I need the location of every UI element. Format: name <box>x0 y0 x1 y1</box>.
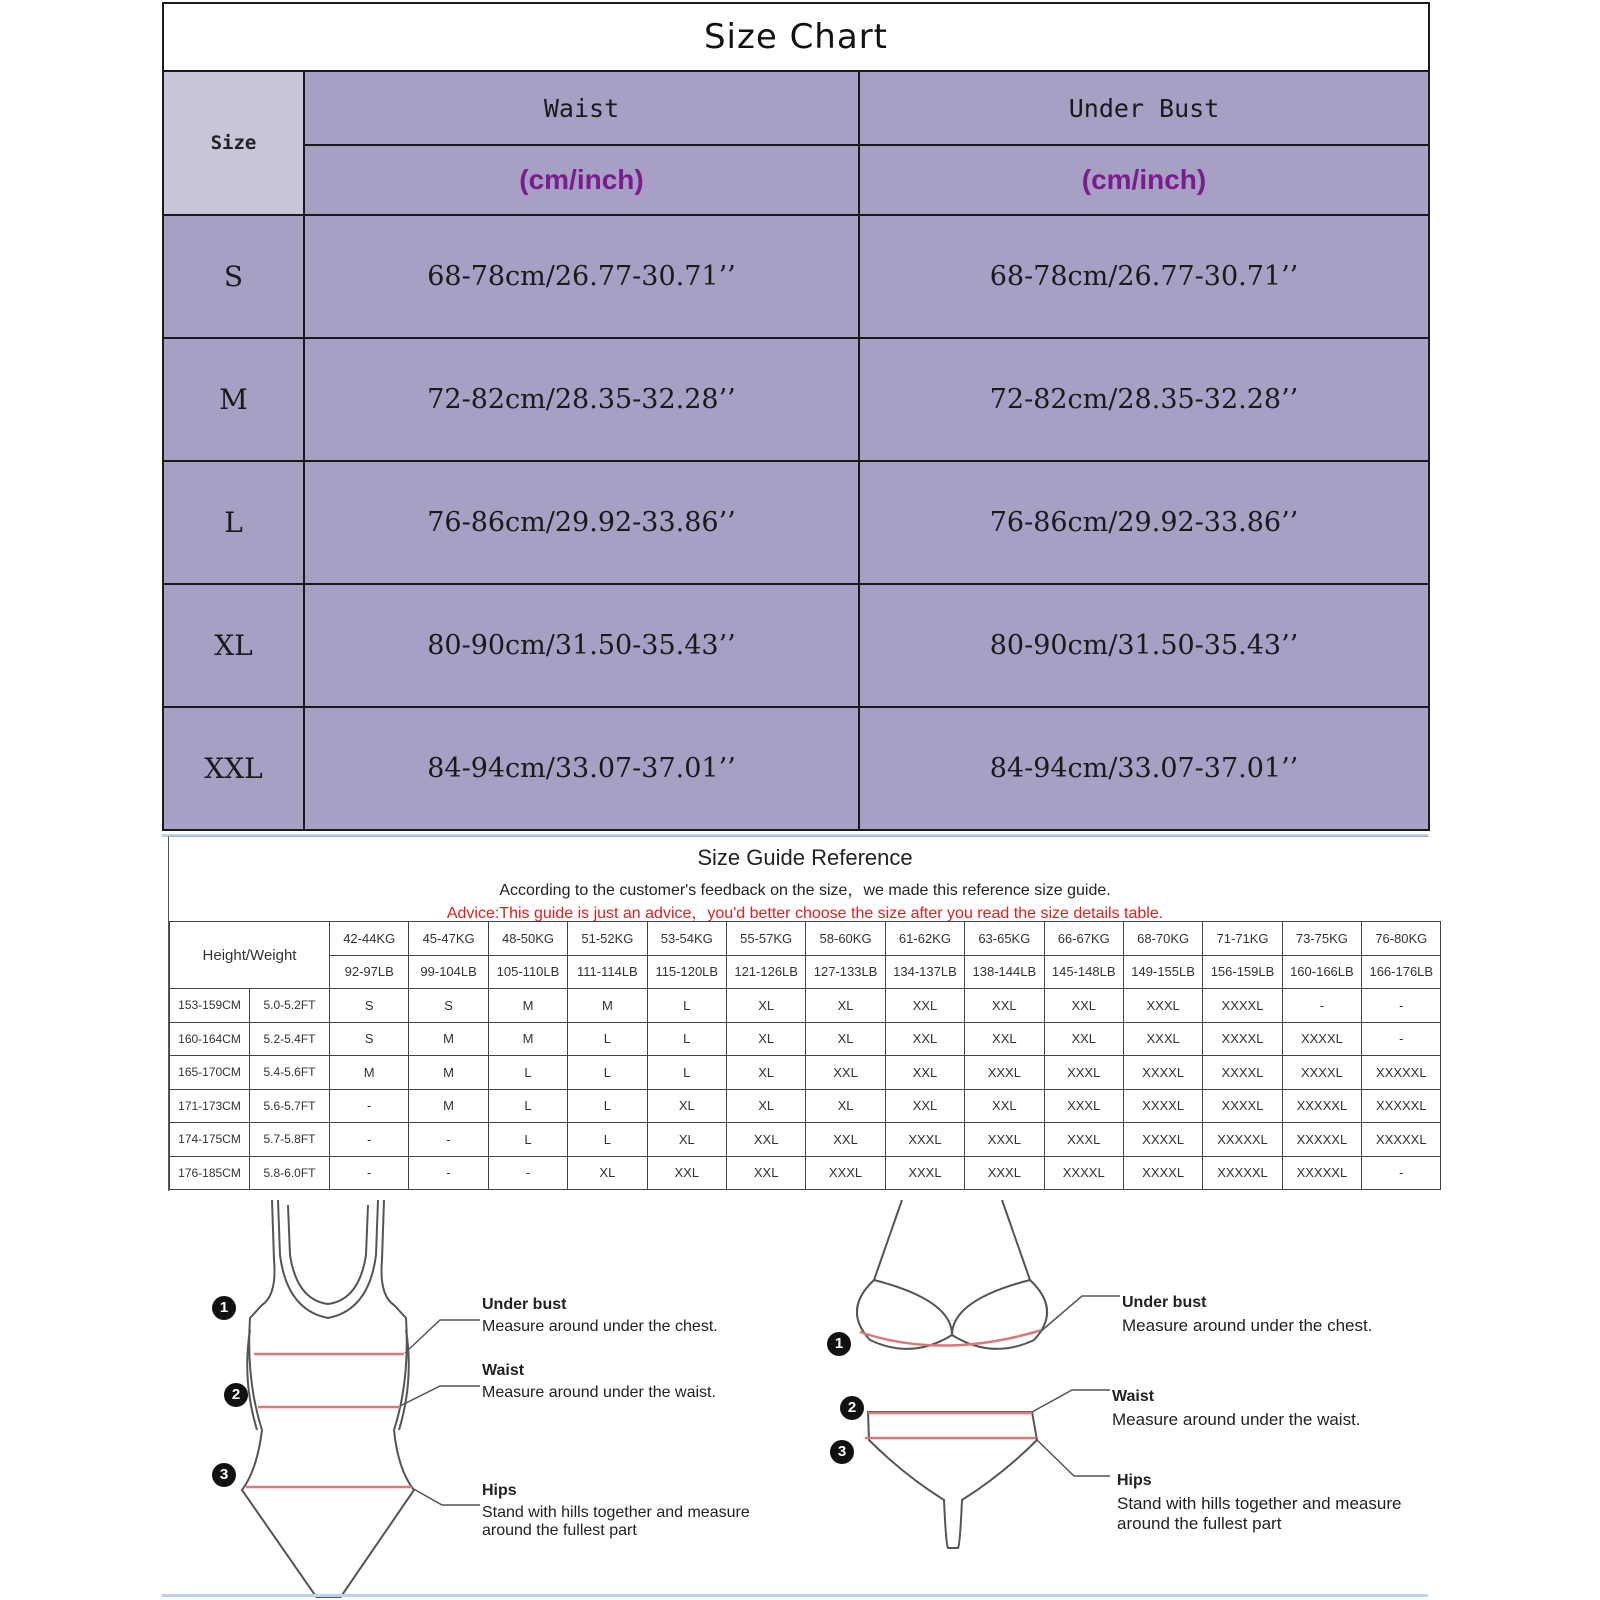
size-cell: L <box>488 1089 567 1123</box>
size-cell: XXL <box>885 989 964 1023</box>
weight-lb-header: 166-176LB <box>1362 955 1441 989</box>
waist-header: Waist <box>304 71 859 145</box>
size-cell: XXXL <box>1044 1123 1123 1157</box>
size-cell: XXXL <box>965 1123 1044 1157</box>
size-cell: XL <box>568 1156 647 1190</box>
size-cell: - <box>330 1089 409 1123</box>
size-chart-row <box>163 338 1429 461</box>
size-cell: XXXXL <box>1123 1056 1202 1090</box>
size-cell: XXXL <box>806 1156 885 1190</box>
onepiece-under-bust-label <box>482 1296 718 1336</box>
size-cell: XL <box>726 1056 805 1090</box>
bikini-hips-title: Hips <box>1117 1472 1152 1489</box>
size-cell: S <box>163 215 304 338</box>
size-cell: XL <box>806 1089 885 1123</box>
onepiece-swimsuit-drawing <box>242 1200 414 1598</box>
size-cell: XL <box>647 1089 726 1123</box>
size-cell: XXXXXL <box>1203 1123 1282 1157</box>
height-cm-cell: 160-164CM <box>170 1022 250 1056</box>
size-cell: L <box>647 989 726 1023</box>
size-cell: XXXXXL <box>1282 1156 1361 1190</box>
onepiece-waist-label <box>482 1362 716 1402</box>
size-cell: XXXXL <box>1203 1056 1282 1090</box>
size-chart-table <box>162 2 1430 831</box>
size-chart-row <box>163 215 1429 338</box>
waist-cell: 80-90cm/31.50-35.43’’ <box>304 584 859 707</box>
weight-lb-header: 127-133LB <box>806 955 885 989</box>
weight-lb-header: 134-137LB <box>885 955 964 989</box>
bikini-hips-label <box>1117 1472 1401 1534</box>
size-cell: XXXXXL <box>1282 1123 1361 1157</box>
size-cell: XXXXL <box>1203 1022 1282 1056</box>
size-cell: - <box>1362 989 1441 1023</box>
size-cell: XXXL <box>1123 1022 1202 1056</box>
size-cell: XXL <box>726 1123 805 1157</box>
size-cell: L <box>568 1089 647 1123</box>
waist-cell: 76-86cm/29.92-33.86’’ <box>304 461 859 584</box>
weight-lb-header: 115-120LB <box>647 955 726 989</box>
height-ft-cell: 5.4-5.6FT <box>250 1056 330 1090</box>
height-weight-header: Height/Weight <box>170 922 330 989</box>
size-cell: XXL <box>163 707 304 830</box>
size-guide-lb-row <box>170 955 1441 989</box>
weight-kg-header: 76-80KG <box>1362 922 1441 956</box>
size-cell: XXXL <box>1044 1089 1123 1123</box>
size-cell: M <box>488 989 567 1023</box>
size-cell: XXXL <box>965 1056 1044 1090</box>
bikini-waist-desc: Measure around under the waist. <box>1112 1410 1361 1429</box>
size-cell: M <box>568 989 647 1023</box>
size-cell: XXXXXL <box>1362 1056 1441 1090</box>
size-cell: XXL <box>806 1056 885 1090</box>
waist-cell: 68-78cm/26.77-30.71’’ <box>304 215 859 338</box>
bikini-under-bust-title: Under bust <box>1122 1294 1207 1311</box>
weight-kg-header: 68-70KG <box>1123 922 1202 956</box>
divider <box>162 1594 1428 1597</box>
size-cell: XXL <box>885 1022 964 1056</box>
size-cell: XXL <box>1044 989 1123 1023</box>
weight-lb-header: 99-104LB <box>409 955 488 989</box>
size-cell: XXXXL <box>1123 1156 1202 1190</box>
size-cell: XXL <box>965 1022 1044 1056</box>
weight-kg-header: 61-62KG <box>885 922 964 956</box>
bikini-waist-title: Waist <box>1112 1388 1155 1405</box>
badge-2: 2 <box>224 1383 248 1407</box>
size-cell: XXL <box>647 1156 726 1190</box>
weight-kg-header: 51-52KG <box>568 922 647 956</box>
size-chart-row <box>163 584 1429 707</box>
height-cm-cell: 176-185CM <box>170 1156 250 1190</box>
size-cell: XL <box>726 1022 805 1056</box>
bust-cell: 72-82cm/28.35-32.28’’ <box>859 338 1429 461</box>
size-cell: XL <box>163 584 304 707</box>
size-cell: XL <box>726 1089 805 1123</box>
size-cell: XXXL <box>1123 989 1202 1023</box>
size-cell: XXXXL <box>1203 1089 1282 1123</box>
size-cell: XXL <box>885 1056 964 1090</box>
size-cell: - <box>1362 1022 1441 1056</box>
size-cell: XL <box>647 1123 726 1157</box>
onepiece-hips-desc-2: around the fullest part <box>482 1522 637 1539</box>
size-guide-row <box>170 1156 1441 1190</box>
size-chart <box>162 2 1428 831</box>
size-cell: XXL <box>1044 1022 1123 1056</box>
size-cell: XXXXXL <box>1362 1089 1441 1123</box>
bikini-under-bust-desc: Measure around under the chest. <box>1122 1316 1373 1335</box>
size-chart-row <box>163 707 1429 830</box>
bikini-hips-desc-2: around the fullest part <box>1117 1514 1282 1533</box>
size-cell: M <box>409 1056 488 1090</box>
size-cell: - <box>1282 989 1361 1023</box>
bikini-under-bust-label <box>1122 1294 1372 1336</box>
size-cell: XXXXXL <box>1362 1123 1441 1157</box>
badge-2: 2 <box>840 1396 864 1420</box>
size-guide-title: Size Guide Reference <box>697 845 913 870</box>
size-cell: XXL <box>885 1089 964 1123</box>
bikini-drawing <box>857 1200 1047 1548</box>
onepiece-waist-title: Waist <box>482 1362 525 1379</box>
height-cm-cell: 174-175CM <box>170 1123 250 1157</box>
bust-cell: 68-78cm/26.77-30.71’’ <box>859 215 1429 338</box>
weight-kg-header: 55-57KG <box>726 922 805 956</box>
height-ft-cell: 5.2-5.4FT <box>250 1022 330 1056</box>
weight-kg-header: 73-75KG <box>1282 922 1361 956</box>
measurement-diagrams <box>162 1200 1428 1598</box>
onepiece-leader-lines <box>400 1320 480 1505</box>
size-cell: - <box>409 1156 488 1190</box>
size-guide-table <box>169 921 1441 1190</box>
weight-lb-header: 156-159LB <box>1203 955 1282 989</box>
size-cell: XXXXXL <box>1282 1089 1361 1123</box>
size-guide-row <box>170 1056 1441 1090</box>
size-cell: XXXXL <box>1123 1089 1202 1123</box>
size-guide-row <box>170 1123 1441 1157</box>
size-cell: L <box>488 1056 567 1090</box>
bust-cell: 84-94cm/33.07-37.01’’ <box>859 707 1429 830</box>
onepiece-waist-desc: Measure around under the waist. <box>482 1384 716 1401</box>
weight-lb-header: 149-155LB <box>1123 955 1202 989</box>
height-ft-cell: 5.7-5.8FT <box>250 1123 330 1157</box>
size-cell: - <box>409 1123 488 1157</box>
size-cell: XXXL <box>965 1156 1044 1190</box>
onepiece-measure-lines <box>246 1354 412 1487</box>
size-cell: XXXXL <box>1044 1156 1123 1190</box>
size-cell: XXL <box>965 989 1044 1023</box>
size-cell: XXXL <box>1044 1056 1123 1090</box>
size-cell: XL <box>806 1022 885 1056</box>
size-cell: S <box>330 989 409 1023</box>
height-cm-cell: 171-173CM <box>170 1089 250 1123</box>
size-cell: XXXXL <box>1203 989 1282 1023</box>
weight-lb-header: 121-126LB <box>726 955 805 989</box>
size-guide-subtitle: According to the customer's feedback on the size，we made this reference size guide. <box>499 882 1111 899</box>
size-guide-row <box>170 1022 1441 1056</box>
size-cell: XXXXL <box>1123 1123 1202 1157</box>
size-cell: XXXXL <box>1282 1056 1361 1090</box>
size-cell: M <box>409 1022 488 1056</box>
size-cell: - <box>1362 1156 1441 1190</box>
weight-kg-header: 53-54KG <box>647 922 726 956</box>
size-cell: S <box>409 989 488 1023</box>
weight-lb-header: 105-110LB <box>488 955 567 989</box>
weight-lb-header: 92-97LB <box>330 955 409 989</box>
badge-1: 1 <box>212 1296 236 1320</box>
size-cell: XL <box>806 989 885 1023</box>
height-ft-cell: 5.6-5.7FT <box>250 1089 330 1123</box>
size-chart-row <box>163 461 1429 584</box>
size-cell: - <box>488 1156 567 1190</box>
size-cell: XXXL <box>885 1156 964 1190</box>
size-cell: M <box>409 1089 488 1123</box>
size-cell: L <box>568 1022 647 1056</box>
onepiece-hips-label <box>482 1482 750 1540</box>
bikini-hips-desc-1: Stand with hills together and measure <box>1117 1494 1402 1513</box>
size-cell: XXXXL <box>1282 1022 1361 1056</box>
size-guide-advice: Advice:This guide is just an advice，you'd better choose the size after you read the size details table. <box>446 905 1164 922</box>
weight-kg-header: 66-67KG <box>1044 922 1123 956</box>
size-chart-body <box>163 215 1429 830</box>
size-cell: XXL <box>806 1123 885 1157</box>
size-cell: XXL <box>726 1156 805 1190</box>
size-chart-title: Size Chart <box>163 3 1429 71</box>
size-cell: XXXL <box>885 1123 964 1157</box>
size-cell: - <box>330 1123 409 1157</box>
badge-1: 1 <box>827 1332 851 1356</box>
size-cell: L <box>647 1022 726 1056</box>
weight-lb-header: 160-166LB <box>1282 955 1361 989</box>
size-cell: XXL <box>965 1089 1044 1123</box>
size-header: Size <box>163 71 304 215</box>
bust-unit: (cm/inch) <box>859 145 1429 215</box>
onepiece-hips-title: Hips <box>482 1482 517 1499</box>
height-ft-cell: 5.8-6.0FT <box>250 1156 330 1190</box>
height-cm-cell: 153-159CM <box>170 989 250 1023</box>
under-bust-header: Under Bust <box>859 71 1429 145</box>
height-ft-cell: 5.0-5.2FT <box>250 989 330 1023</box>
size-cell: L <box>568 1056 647 1090</box>
size-cell: XXXXXL <box>1203 1156 1282 1190</box>
size-cell: L <box>488 1123 567 1157</box>
weight-kg-header: 71-71KG <box>1203 922 1282 956</box>
waist-cell: 72-82cm/28.35-32.28’’ <box>304 338 859 461</box>
onepiece-hips-desc-1: Stand with hills together and measure <box>482 1504 750 1521</box>
weight-kg-header: 42-44KG <box>330 922 409 956</box>
waist-cell: 84-94cm/33.07-37.01’’ <box>304 707 859 830</box>
size-cell: S <box>330 1022 409 1056</box>
size-cell: M <box>330 1056 409 1090</box>
badge-3: 3 <box>830 1440 854 1464</box>
weight-kg-header: 45-47KG <box>409 922 488 956</box>
bust-cell: 76-86cm/29.92-33.86’’ <box>859 461 1429 584</box>
badge-3: 3 <box>212 1463 236 1487</box>
size-guide-row <box>170 1089 1441 1123</box>
weight-lb-header: 145-148LB <box>1044 955 1123 989</box>
size-cell: L <box>568 1123 647 1157</box>
size-guide-row <box>170 989 1441 1023</box>
waist-unit: (cm/inch) <box>304 145 859 215</box>
onepiece-under-bust-desc: Measure around under the chest. <box>482 1318 718 1335</box>
weight-kg-header: 48-50KG <box>488 922 567 956</box>
size-guide <box>168 836 1434 1191</box>
size-guide-kg-row <box>170 922 1441 956</box>
size-cell: M <box>488 1022 567 1056</box>
height-cm-cell: 165-170CM <box>170 1056 250 1090</box>
size-cell: M <box>163 338 304 461</box>
size-cell: L <box>647 1056 726 1090</box>
bust-cell: 80-90cm/31.50-35.43’’ <box>859 584 1429 707</box>
weight-kg-header: 58-60KG <box>806 922 885 956</box>
weight-kg-header: 63-65KG <box>965 922 1044 956</box>
weight-lb-header: 111-114LB <box>568 955 647 989</box>
size-cell: - <box>330 1156 409 1190</box>
size-cell: L <box>163 461 304 584</box>
size-cell: XL <box>726 989 805 1023</box>
weight-lb-header: 138-144LB <box>965 955 1044 989</box>
bikini-waist-label <box>1112 1388 1361 1430</box>
onepiece-under-bust-title: Under bust <box>482 1296 567 1313</box>
